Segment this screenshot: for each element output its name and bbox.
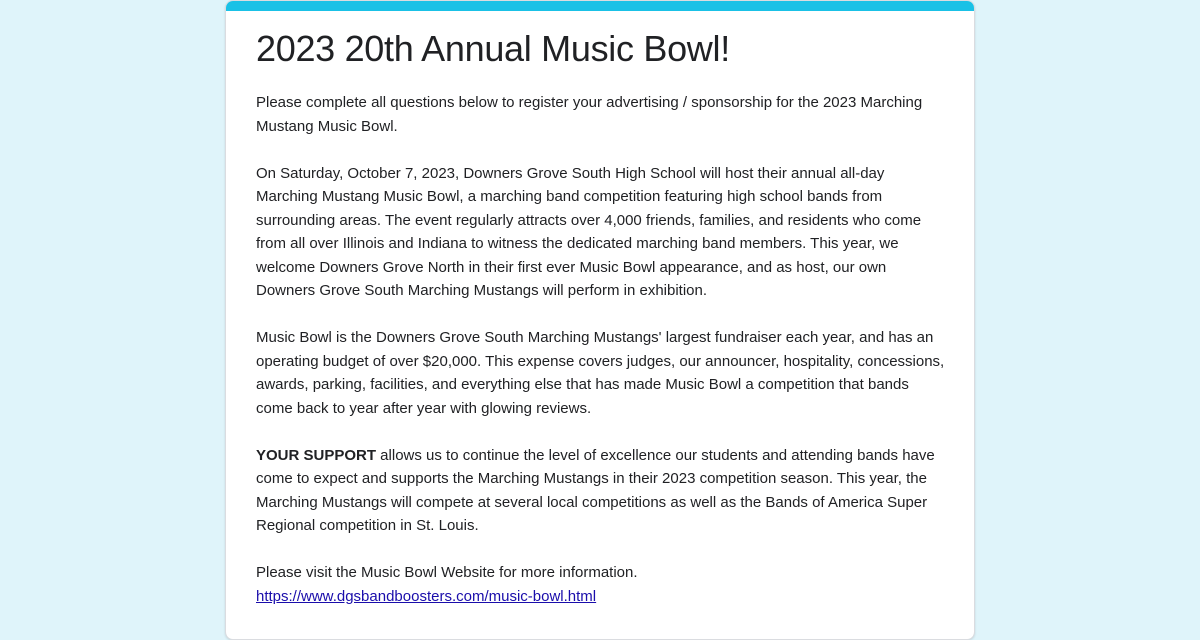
- form-title: 2023 20th Annual Music Bowl!: [256, 28, 730, 69]
- support-text: allows us to continue the level of excellence our students and attending bands have come to expect and supports the Marching Mustangs in their 2023 competition season. This year, the Marching Mustangs will compete at several local competitions as well as the Bands of America Super Regional competition in St. Louis.: [256, 446, 935, 534]
- description-paragraph-event: On Saturday, October 7, 2023, Downers Grove South High School will host their annual all-day Marching Mustang Music Bowl, a marching band competition featuring high school bands from surrounding areas. The event regularly attracts over 4,000 friends, families, and residents who come from all over Illinois and Indiana to witness the dedicated marching band members. This year, we welcome Downers Grove North in their first ever Music Bowl appearance, and as host, our own Downers Grove South Marching Mustangs will perform in exhibition.: [256, 164, 922, 299]
- description-paragraph-intro: Please complete all questions below to register your advertising / sponsorship for the 2023 Marching Mustang Music Bowl.: [256, 94, 923, 135]
- description-paragraph-support: [256, 444, 946, 538]
- form-header-card: [225, 0, 975, 640]
- music-bowl-website-link[interactable]: https://www.dgsbandboosters.com/music-bowl.html: [256, 587, 597, 605]
- form-description: [256, 91, 946, 608]
- form-description-section: [256, 25, 946, 608]
- your-support-emphasis: YOUR SUPPORT: [256, 446, 377, 464]
- description-paragraph-budget: Music Bowl is the Downers Grove South Marching Mustangs' largest fundraiser each year, and has an operating budget of over $20,000. This expense covers judges, our announcer, hospitality, concessions, awards, parking, facilities, and everything else that has made Music Bowl a competition that bands come back to year after year with glowing reviews.: [256, 329, 945, 417]
- description-paragraph-visit: Please visit the Music Bowl Website for more information.: [256, 564, 638, 581]
- card-accent-bar: [226, 1, 974, 11]
